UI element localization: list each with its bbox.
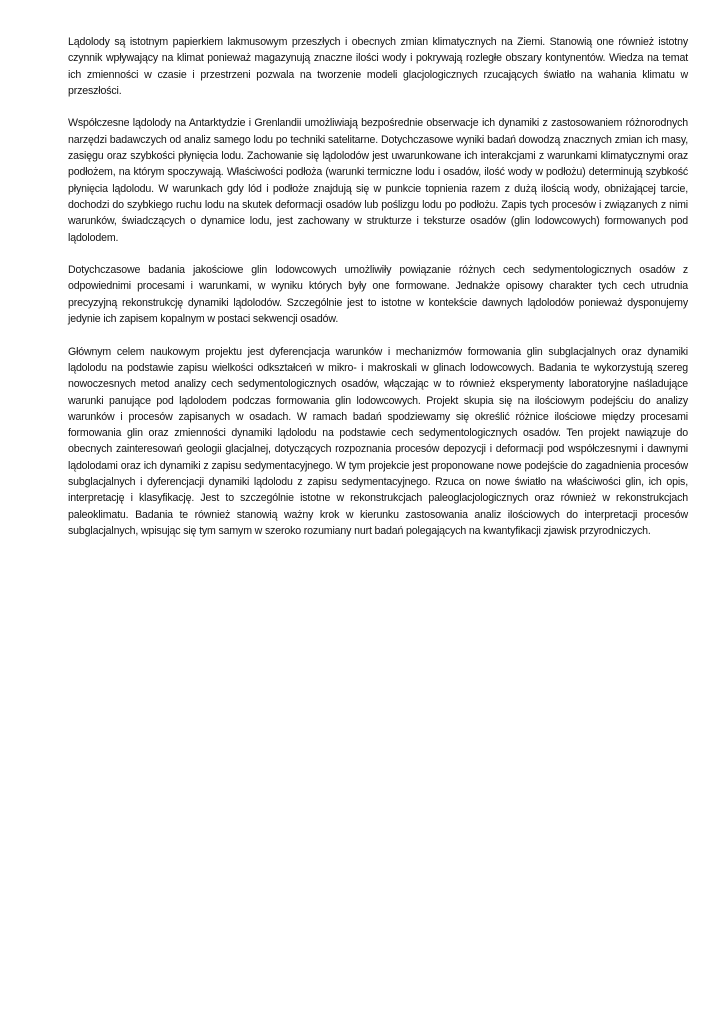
paragraph-previous-research: Dotychczasowe badania jakościowe glin lodowcowych umożliwiły powiązanie różnych cech sedymentologicznych osadów z odpowiednimi procesami i warunkami, w wyniku których były one formowane. Jednakże opisowy charakter tych cech utrudnia precyzyjną rekonstrukcję dynamiki lądolodów. Szczególnie jest to istotne w kontekście dawnych lądolodów ponieważ dysponujemy jedynie ich zapisem kopalnym w postaci sekwencji osadów. [68, 264, 688, 326]
document-body [68, 34, 688, 556]
paragraph-intro: Lądolody są istotnym papierkiem lakmusowym przeszłych i obecnych zmian klimatycznych na Ziemi. Stanowią one również istotny czynnik wpływający na klimat ponieważ magazynują znaczne ilości wody i pokrywają rozległe obszary kontynentów. Wiedza na temat ich zmienności w czasie i przestrzeni pozwala na tworzenie modeli glacjologicznych rzucających światło na wahania klimatu w przeszłości. [68, 36, 688, 97]
paragraph-project-goal: Głównym celem naukowym projektu jest dyferencjacja warunków i mechanizmów formowania glin subglacjalnych oraz dynamiki lądolodu na podstawie zapisu wielkości odkształceń w mikro- i makroskali w glinach lodowcowych. Badania te wykorzystują szereg nowoczesnych metod analizy cech sedymentologicznych osadów, włączając w to również eksperymenty laboratoryjne naśladujące warunki panujące pod lądolodem podczas formowania glin lodowcowych. Projekt skupia się na ilościowym podejściu do analizy warunków i procesów zapisanych w osadach. W ramach badań spodziewamy się określić różnice ilościowe między procesami formowania glin oraz zmienności dynamiki lądolodu na podstawie cech sedymentologicznych osadów. Ten projekt nawiązuje do obecnych zainteresowań geologii glacjalnej, dotyczących rozpoznania procesów depozycji i deformacji pod współczesnymi i dawnymi lądolodami oraz ich dynamiki z zapisu sedymentacyjnego. W tym projekcie jest proponowane nowe podejście do zagadnienia procesów subglacjalnych i dyferencjacji dynamiki lądolodu z zapisu sedymentacyjnego. Rzuca on nowe światło na właściwości glin, ich opis, interpretację i klasyfikację. Jest to szczególnie istotne w rekonstrukcjach paleoglacjologicznych oraz również w rekonstrukcjach paleoklimatu. Badania te również stanowią ważny krok w kierunku zastosowania analiz ilościowych do interpretacji procesów subglacjalnych, wpisując się tym samym w szeroko rozumiany nurt badań polegających na kwantyfikacji zjawisk przyrodniczych. [68, 345, 688, 537]
paragraph-contemporary-ice-sheets: Współczesne lądolody na Antarktydzie i Grenlandii umożliwiają bezpośrednie obserwacje ich dynamiki z zastosowaniem różnorodnych narzędzi badawczych od analiz samego lodu po techniki satelitarne. Dotychczasowe wyniki badań dowodzą znacznych zmian ich masy, zasięgu oraz szybkości płynięcia lodu. Zachowanie się lądolodów jest uwarunkowane ich interakcjami z warunkami klimatycznymi oraz podłożem, na którym spoczywają. Właściwości podłoża (warunki termiczne lodu i osadów, ilość wody w podłożu) determinują szybkość płynięcia lądolodu. W warunkach gdy lód i podłoże znajdują się w punkcie topnienia razem z dużą ilością wody, obniżającej tarcie, dochodzi do szybkiego ruchu lodu na skutek deformacji osadów lub poślizgu lodu po podłożu. Zapis tych procesów i związanych z nimi warunków, świadczących o dynamice lodu, jest zachowany w strukturze i teksturze osadów (glin lodowcowych) formowanych pod lądolodem. [68, 117, 688, 244]
